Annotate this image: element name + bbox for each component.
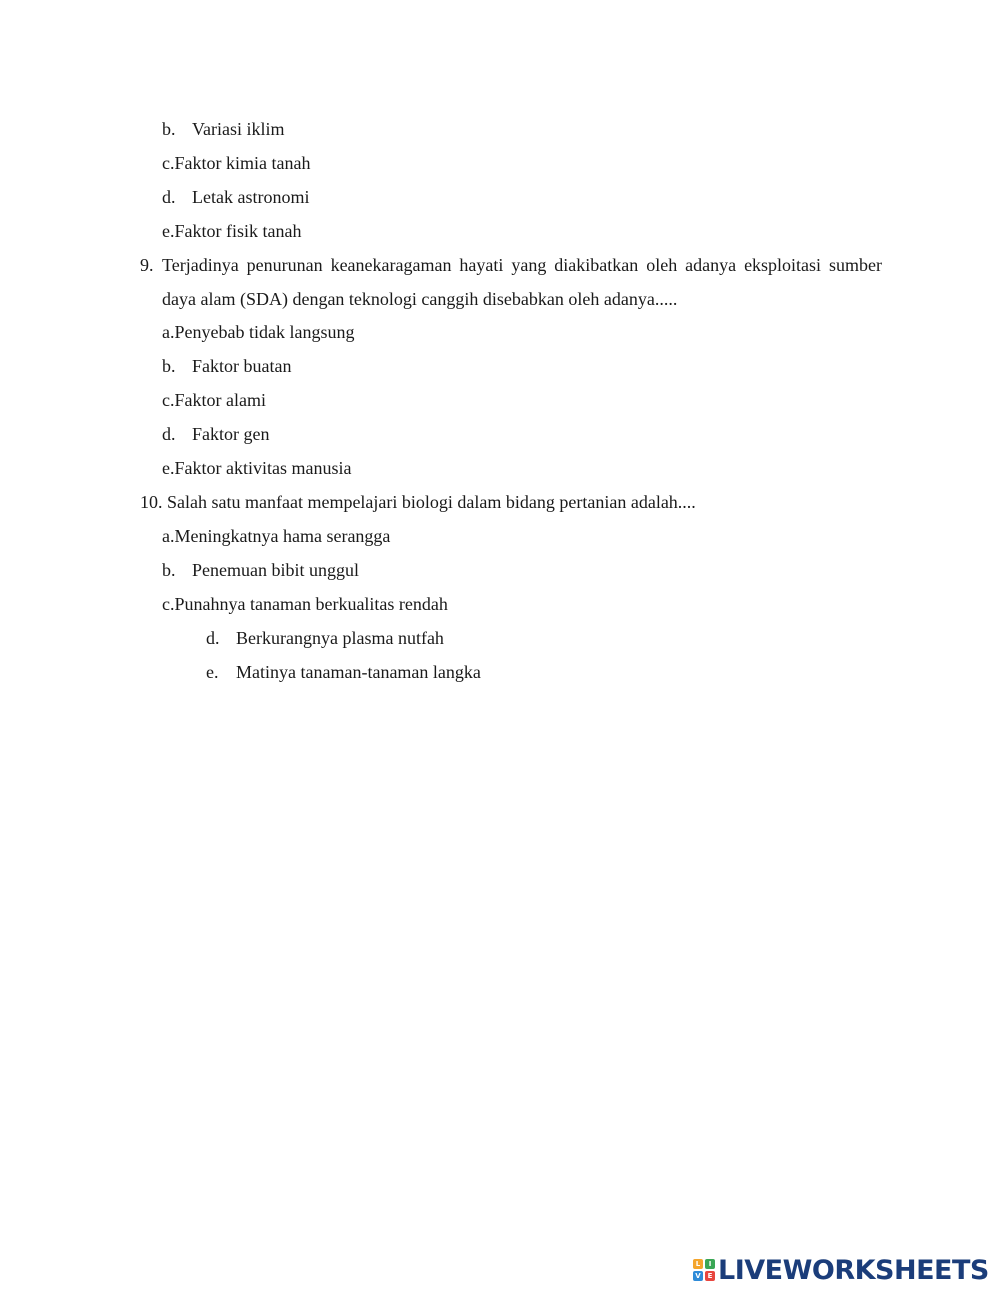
option-text: Punahnya tanaman berkualitas rendah: [174, 594, 448, 614]
option-text: Letak astronomi: [192, 187, 310, 207]
logo-mark-letter: E: [705, 1271, 715, 1281]
option-text: Variasi iklim: [192, 119, 285, 139]
option-letter: a.: [162, 322, 175, 342]
q9-option-b[interactable]: [162, 355, 291, 377]
option-letter: b.: [162, 356, 176, 376]
q8-option-b[interactable]: [162, 118, 285, 140]
logo-mark-letter: V: [693, 1271, 703, 1281]
q10-option-c[interactable]: [162, 593, 448, 615]
option-letter: d.: [162, 187, 176, 207]
q10-option-a[interactable]: [162, 525, 390, 547]
q9-option-c[interactable]: [162, 389, 266, 411]
q8-option-e[interactable]: [162, 220, 301, 242]
option-letter: e.: [162, 458, 175, 478]
option-letter: a.: [162, 526, 175, 546]
q9-option-a[interactable]: [162, 321, 354, 343]
q10-option-e[interactable]: [206, 661, 481, 683]
q8-option-d[interactable]: [162, 186, 309, 208]
q9-option-e[interactable]: [162, 457, 351, 479]
option-letter: c.: [162, 153, 175, 173]
logo-text: LIVEWORKSHEETS: [718, 1254, 989, 1286]
logo-mark-letter: I: [705, 1259, 715, 1269]
option-text: Faktor buatan: [192, 356, 292, 376]
q9-number: 9.: [140, 255, 154, 275]
option-letter: b.: [162, 119, 176, 139]
option-text: Matinya tanaman-tanaman langka: [236, 662, 481, 682]
option-text: Faktor fisik tanah: [174, 221, 302, 241]
q10-text: Salah satu manfaat mempelajari biologi dalam bidang pertanian adalah....: [167, 492, 696, 512]
q9-text: Terjadinya penurunan keanekaragaman hayati yang diakibatkan oleh adanya eksploitasi sumber daya alam (SDA) dengan teknologi canggih disebabkan oleh adanya.....: [162, 255, 882, 309]
option-text: Faktor kimia tanah: [174, 153, 311, 173]
liveworksheets-logo[interactable]: [693, 1255, 989, 1285]
q8-option-c[interactable]: [162, 152, 310, 174]
q10-option-b[interactable]: [162, 559, 359, 581]
q10-number: 10.: [140, 492, 163, 512]
option-text: Faktor gen: [192, 424, 270, 444]
option-text: Penemuan bibit unggul: [192, 560, 359, 580]
option-text: Faktor aktivitas manusia: [174, 458, 352, 478]
option-text: Meningkatnya hama serangga: [174, 526, 391, 546]
option-text: Penyebab tidak langsung: [174, 322, 355, 342]
option-text: Faktor alami: [174, 390, 266, 410]
q9-option-d[interactable]: [162, 423, 269, 445]
q10-line: [140, 491, 696, 513]
option-letter: b.: [162, 560, 176, 580]
option-letter: c.: [162, 390, 175, 410]
option-letter: d.: [206, 628, 220, 648]
q10-option-d[interactable]: [206, 627, 444, 649]
option-letter: e.: [206, 662, 219, 682]
logo-mark-icon: [693, 1259, 715, 1281]
logo-mark-letter: L: [693, 1259, 703, 1269]
option-letter: d.: [162, 424, 176, 444]
option-letter: c.: [162, 594, 175, 614]
option-letter: e.: [162, 221, 175, 241]
option-text: Berkurangnya plasma nutfah: [236, 628, 444, 648]
